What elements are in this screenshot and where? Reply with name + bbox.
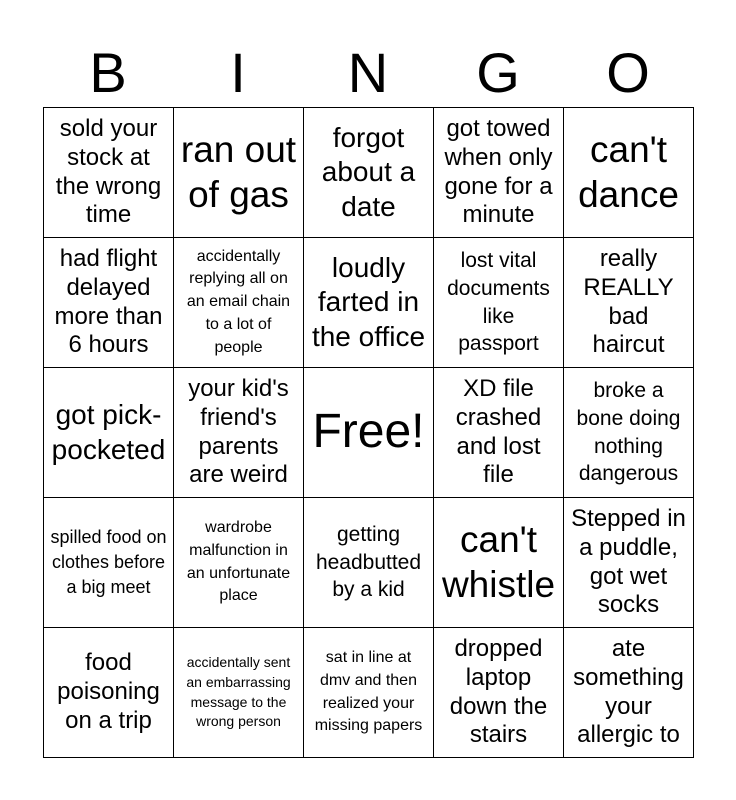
header-letter-b: B bbox=[89, 41, 127, 104]
bingo-cell[interactable]: got pick-pocketed bbox=[44, 368, 174, 498]
bingo-cell[interactable]: broke a bone doing nothing dangerous bbox=[564, 368, 694, 498]
bingo-cell[interactable]: wardrobe malfunction in an unfortunate place bbox=[174, 498, 304, 628]
header-letter-i: I bbox=[230, 41, 246, 104]
bingo-cell[interactable]: forgot about a date bbox=[304, 108, 434, 238]
bingo-cell[interactable]: loudly farted in the office bbox=[304, 238, 434, 368]
bingo-cell[interactable]: Stepped in a puddle, got wet socks bbox=[564, 498, 694, 628]
bingo-cell[interactable]: really REALLY bad haircut bbox=[564, 238, 694, 368]
header-letter-g: G bbox=[476, 41, 520, 104]
bingo-cell[interactable]: sold your stock at the wrong time bbox=[44, 108, 174, 238]
bingo-cell[interactable]: can't dance bbox=[564, 108, 694, 238]
bingo-header bbox=[43, 40, 693, 106]
bingo-cell[interactable]: ran out of gas bbox=[174, 108, 304, 238]
bingo-cell[interactable]: accidentally replying all on an email chain to a lot of people bbox=[174, 238, 304, 368]
bingo-cell[interactable]: dropped laptop down the stairs bbox=[434, 628, 564, 758]
bingo-cell[interactable]: got towed when only gone for a minute bbox=[434, 108, 564, 238]
bingo-cell[interactable]: XD file crashed and lost file bbox=[434, 368, 564, 498]
bingo-cell[interactable]: accidentally sent an embarrassing message to the wrong person bbox=[174, 628, 304, 758]
bingo-cell[interactable]: can't whistle bbox=[434, 498, 564, 628]
header-letter-o: O bbox=[606, 41, 650, 104]
bingo-cell[interactable]: your kid's friend's parents are weird bbox=[174, 368, 304, 498]
bingo-cell[interactable]: lost vital documents like passport bbox=[434, 238, 564, 368]
bingo-cell[interactable]: food poisoning on a trip bbox=[44, 628, 174, 758]
bingo-cell[interactable]: ate something your allergic to bbox=[564, 628, 694, 758]
bingo-cell[interactable]: getting headbutted by a kid bbox=[304, 498, 434, 628]
bingo-cell[interactable]: sat in line at dmv and then realized your missing papers bbox=[304, 628, 434, 758]
bingo-cell[interactable]: spilled food on clothes before a big meet bbox=[44, 498, 174, 628]
header-letter-n: N bbox=[347, 41, 389, 104]
bingo-cell[interactable]: had flight delayed more than 6 hours bbox=[44, 238, 174, 368]
bingo-board bbox=[43, 107, 694, 758]
free-space-cell[interactable]: Free! bbox=[304, 368, 434, 498]
